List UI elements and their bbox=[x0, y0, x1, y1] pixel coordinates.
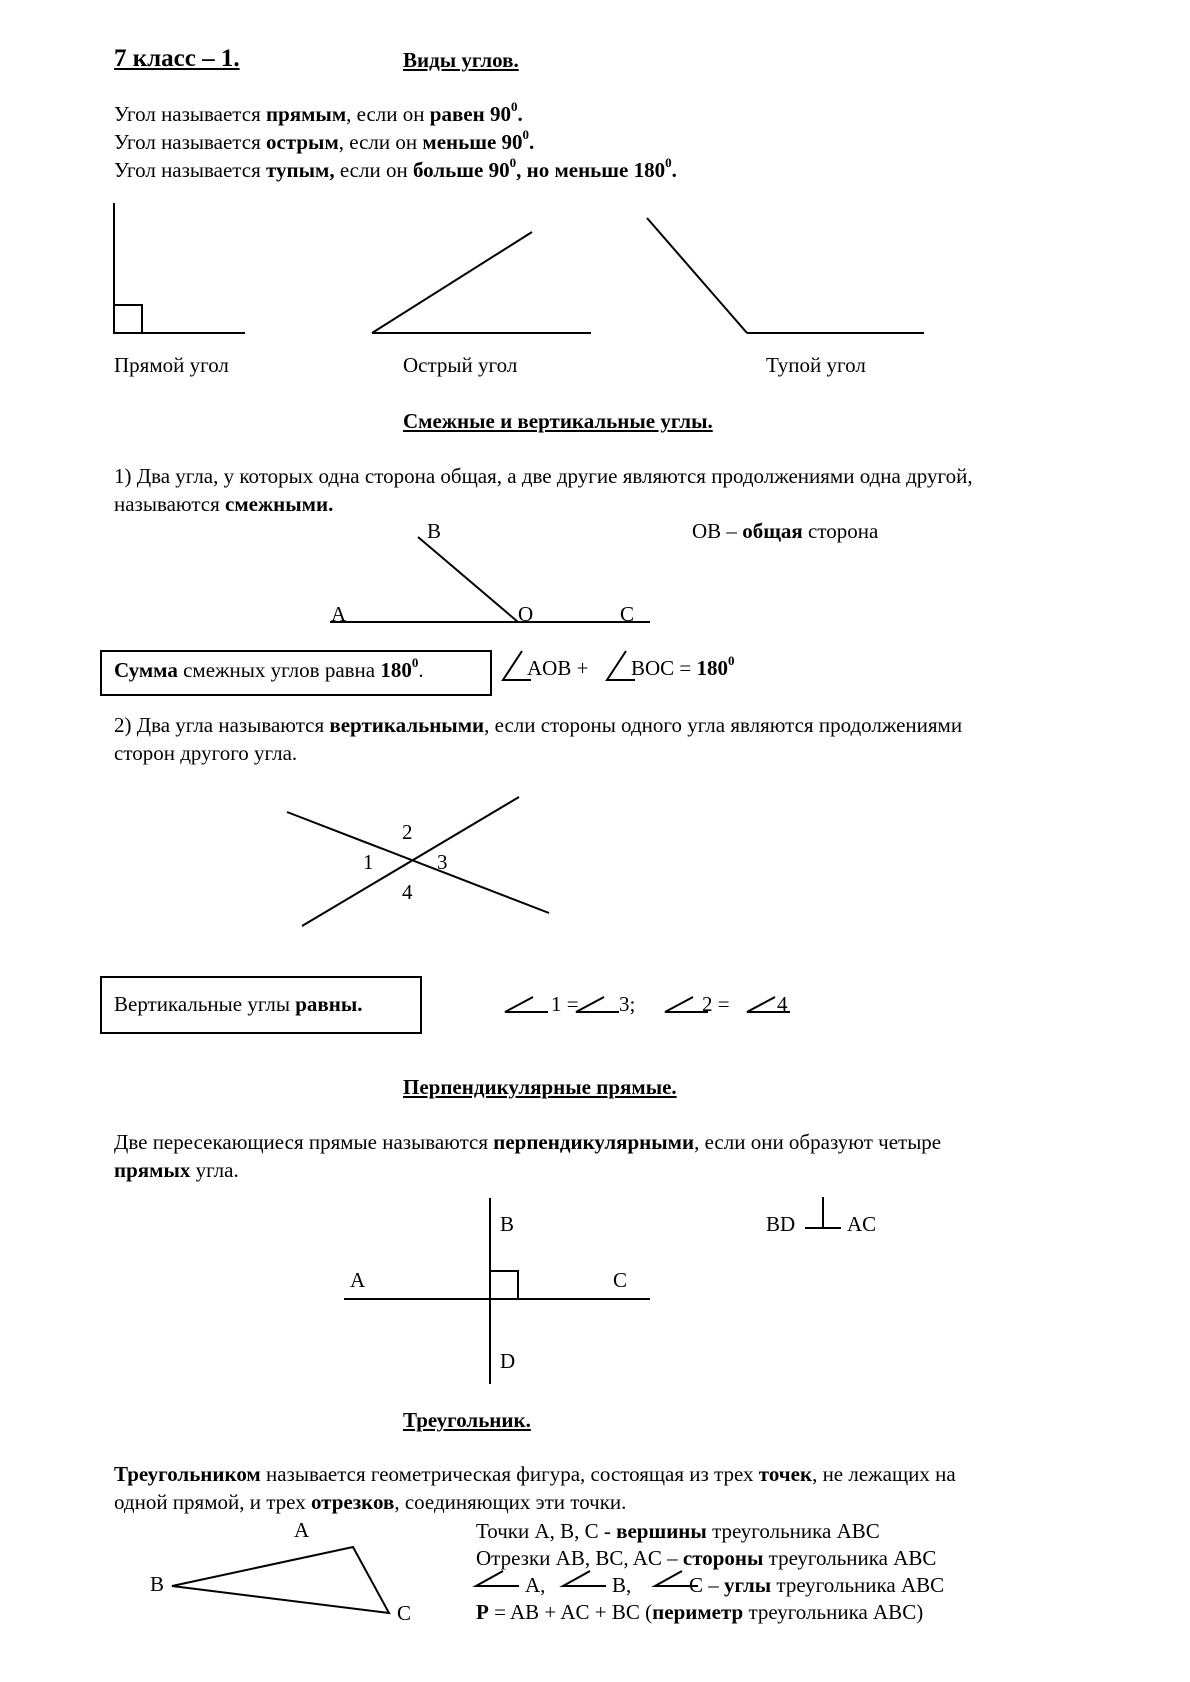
sum-rule-text: Сумма смежных углов равна $180^0$. bbox=[114, 655, 424, 682]
triangle-angles-note-a: A, bbox=[525, 1573, 546, 1597]
acute-angle-figure bbox=[372, 232, 591, 333]
page-title: Виды углов. bbox=[403, 48, 519, 72]
point-label-a: A bbox=[331, 602, 347, 626]
section-title-triangle: Треугольник. bbox=[403, 1408, 531, 1432]
triangle-angles-note-b: B, bbox=[612, 1573, 632, 1597]
angle-number-4: 4 bbox=[402, 880, 413, 904]
triangle-definition-line2: одной прямой, и трех отрезков, соединяющих эти точки. bbox=[114, 1490, 627, 1514]
angle-number-3: 3 bbox=[437, 850, 448, 874]
perpendicular-definition-line1: Две пересекающиеся прямые называются перпендикулярными, если они образуют четыре bbox=[114, 1130, 942, 1154]
adjacent-angles-figure bbox=[330, 537, 650, 622]
vertical-definition-line1: 2) Два угла называются вертикальными, если стороны одного угла являются продолжениями bbox=[114, 713, 963, 737]
perpendicular-notation-right: AC bbox=[847, 1212, 877, 1236]
right-angle-caption: Прямой угол bbox=[114, 353, 229, 377]
vertical-angles-figure bbox=[287, 797, 549, 926]
definition-obtuse-angle: Угол называется тупым, если он больше $90^0$, но меньше $180^0$. bbox=[114, 155, 677, 182]
vertical-formula-part3: 2 = bbox=[702, 992, 730, 1016]
perpendicular-sign-icon bbox=[805, 1197, 841, 1228]
triangle-sides-note: Отрезки AB, BC, AC – стороны треугольника ABC bbox=[476, 1546, 937, 1570]
triangle-vertices-note: Точки A, B, C - вершины треугольника ABC bbox=[476, 1519, 880, 1543]
triangle-definition-line1: Треугольником называется геометрическая фигура, состоящая из трех точек, не лежащих на bbox=[114, 1462, 956, 1486]
adjacent-definition-line1: 1) Два угла, у которых одна сторона общая, а две другие являются продолжениями одна другой, bbox=[114, 464, 973, 488]
point-label-o: O bbox=[518, 602, 534, 626]
obtuse-angle-figure bbox=[647, 218, 924, 333]
point-label-b: B bbox=[150, 1572, 165, 1596]
obtuse-angle-caption: Тупой угол bbox=[766, 353, 866, 377]
vertical-definition-line2: сторон другого угла. bbox=[114, 741, 298, 765]
section-title-perpendicular: Перпендикулярные прямые. bbox=[403, 1075, 677, 1099]
vertical-formula-part2: 3; bbox=[619, 992, 636, 1016]
acute-angle-caption: Острый угол bbox=[403, 353, 518, 377]
angle-number-2: 2 bbox=[402, 820, 413, 844]
vertical-rule-text: Вертикальные углы равны. bbox=[114, 992, 363, 1016]
vertical-formula-part1: 1 = bbox=[551, 992, 579, 1016]
point-label-c: C bbox=[397, 1601, 412, 1625]
sum-formula-part1: AOB + bbox=[527, 656, 589, 680]
angle-number-1: 1 bbox=[363, 850, 374, 874]
point-label-a: A bbox=[350, 1268, 366, 1292]
adjacent-definition-line2: называются смежными. bbox=[114, 492, 334, 516]
sum-formula-part2: BOC = $180^0$ bbox=[631, 653, 735, 680]
point-label-d: D bbox=[500, 1349, 516, 1373]
point-label-a: A bbox=[294, 1518, 310, 1542]
definition-right-angle: Угол называется прямым, если он равен $90^0$. bbox=[114, 99, 523, 126]
triangle-angles-note-c: C – углы треугольника ABC bbox=[689, 1573, 945, 1597]
triangle-figure bbox=[172, 1547, 389, 1613]
vertical-formula-part4: 4 bbox=[777, 992, 788, 1016]
perpendicular-lines-figure bbox=[344, 1198, 650, 1384]
point-label-b: B bbox=[427, 519, 442, 543]
angle-sign-icon bbox=[505, 997, 790, 1012]
point-label-b: B bbox=[500, 1212, 515, 1236]
point-label-c: C bbox=[620, 602, 635, 626]
perpendicular-definition-line2: прямых угла. bbox=[114, 1158, 239, 1182]
grade-label: 7 класс – 1. bbox=[114, 45, 240, 72]
right-angle-figure bbox=[114, 203, 245, 333]
point-label-c: C bbox=[613, 1268, 628, 1292]
perpendicular-notation-left: BD bbox=[766, 1212, 796, 1236]
section-title-adjacent: Смежные и вертикальные углы. bbox=[403, 409, 713, 433]
triangle-perimeter-note: P = AB + AC + BC (периметр треугольника ABC) bbox=[476, 1600, 924, 1624]
common-side-note: OB – общая сторона bbox=[692, 519, 879, 543]
definition-acute-angle: Угол называется острым, если он меньше $90^0$. bbox=[114, 127, 535, 154]
angle-sign-icon bbox=[476, 1571, 698, 1586]
